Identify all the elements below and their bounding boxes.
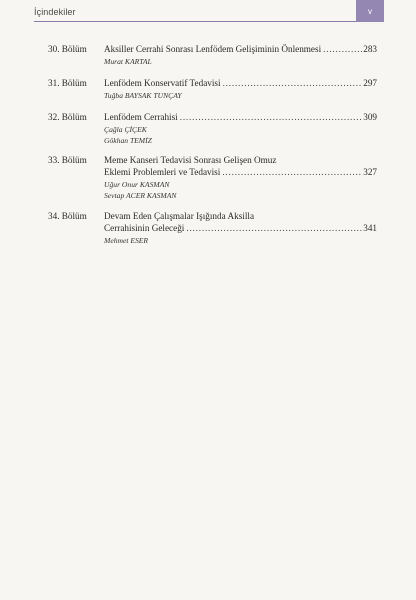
chapter-number: 30. Bölüm xyxy=(48,44,87,54)
chapter-title-continued: Cerrahisinin Geleceği xyxy=(104,223,185,233)
chapter-number: 34. Bölüm xyxy=(48,211,87,221)
chapter-number: 31. Bölüm xyxy=(48,78,87,88)
chapter-title-line xyxy=(104,43,377,55)
chapter-title: Aksiller Cerrahi Sonrası Lenfödem Gelişiminin Önlenmesi xyxy=(104,44,322,54)
dot-leader xyxy=(222,166,362,178)
dot-leader xyxy=(180,111,362,123)
chapter-title-line xyxy=(104,111,377,123)
page-header xyxy=(0,0,416,22)
chapter-author: Sevtap ACER KASMAN xyxy=(104,191,177,200)
chapter-author: Gökhan TEMİZ xyxy=(104,136,152,145)
chapter-number: 33. Bölüm xyxy=(48,155,87,165)
header-rule xyxy=(34,21,356,22)
chapter-page-number: 297 xyxy=(363,78,377,88)
chapter-number: 32. Bölüm xyxy=(48,112,87,122)
chapter-title: Lenfödem Cerrahisi xyxy=(104,112,178,122)
chapter-author: Tuğba BAYSAK TUNÇAY xyxy=(104,91,182,100)
chapter-page-number: 341 xyxy=(363,223,377,233)
chapter-title-continued: Eklemi Problemleri ve Tedavisi xyxy=(104,167,221,177)
chapter-title-line xyxy=(104,222,377,234)
dot-leader xyxy=(323,43,362,55)
chapter-author: Çağla ÇİÇEK xyxy=(104,125,147,134)
chapter-author: Murat KARTAL xyxy=(104,57,152,66)
chapter-page-number: 327 xyxy=(363,167,377,177)
chapter-page-number: 283 xyxy=(363,44,377,54)
chapter-author: Mehmet ESER xyxy=(104,236,149,245)
chapter-title: Devam Eden Çalışmalar Işığında Aksilla xyxy=(104,211,255,221)
dot-leader xyxy=(186,222,362,234)
chapter-title: Meme Kanseri Tedavisi Sonrası Gelişen Omuz xyxy=(104,155,277,165)
chapter-page-number: 309 xyxy=(363,112,377,122)
chapter-title: Lenfödem Konservatif Tedavisi xyxy=(104,78,221,88)
dot-leader xyxy=(223,77,363,89)
section-title: İçindekiler xyxy=(34,7,76,17)
page-number-badge: v xyxy=(356,0,384,22)
chapter-title-line xyxy=(104,166,377,178)
chapter-author: Uğur Onur KASMAN xyxy=(104,180,170,189)
chapter-title-line xyxy=(104,77,377,89)
